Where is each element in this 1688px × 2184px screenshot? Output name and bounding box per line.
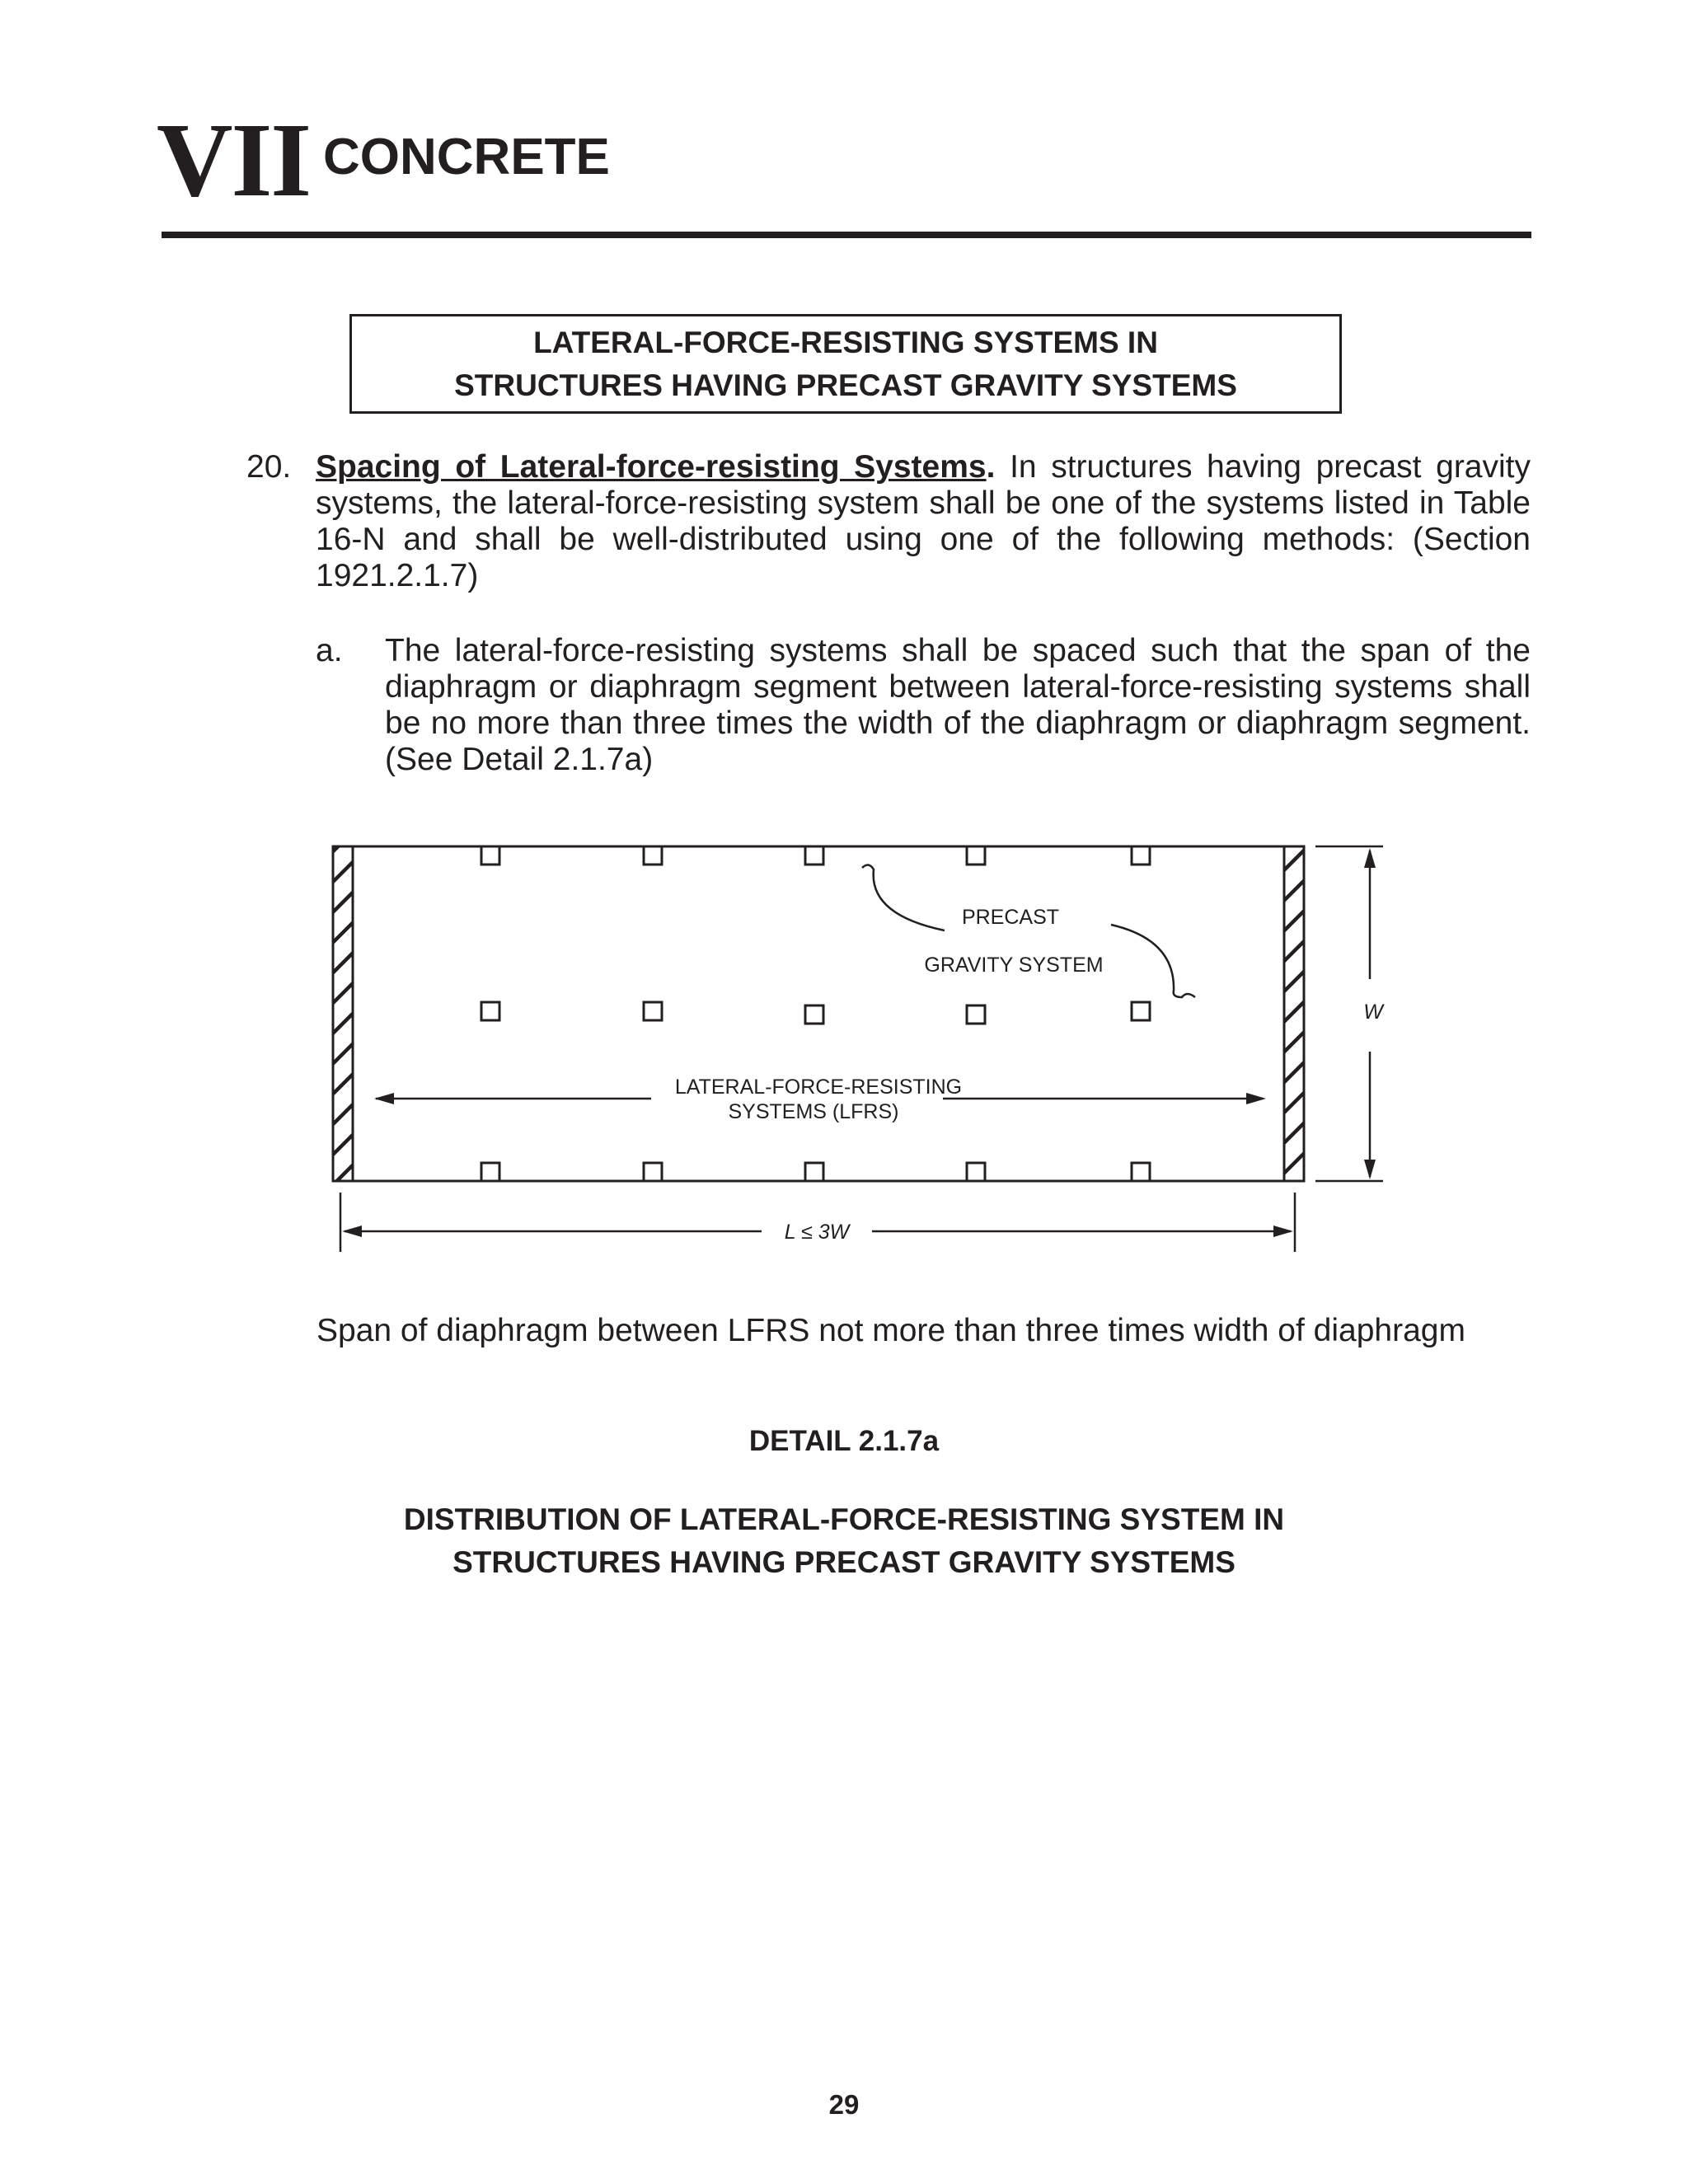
lfrs-label-line-2: SYSTEMS (LFRS) — [728, 1100, 899, 1123]
w-dimension-label: W — [1363, 1001, 1383, 1024]
w-arrowhead-top — [1364, 848, 1376, 868]
diagram-caption: Span of diaphragm between LFRS not more than three times width of diaphragm — [316, 1313, 1465, 1348]
chapter-title: CONCRETE — [323, 129, 610, 185]
precast-column — [481, 1163, 499, 1181]
l-dimension-label: L ≤ 3W — [784, 1221, 850, 1244]
page-number: 29 — [828, 2089, 860, 2120]
w-arrowhead-bottom — [1364, 1160, 1376, 1179]
lfrs-label-line-1: LATERAL-FORCE-RESISTING — [674, 1076, 963, 1099]
precast-column — [1132, 846, 1150, 865]
detail-title: DETAIL 2.1.7a — [748, 1425, 940, 1457]
precast-column — [967, 846, 985, 865]
subitem-label: a. — [316, 633, 343, 668]
precast-column — [481, 1002, 499, 1020]
figure-title-line-2: STRUCTURES HAVING PRECAST GRAVITY SYSTEMS — [452, 1545, 1236, 1579]
diaphragm-outline — [333, 846, 1304, 1181]
l-arrowhead-right — [1273, 1226, 1293, 1237]
l-arrowhead-left — [342, 1226, 362, 1237]
lfrs-arrowhead-left — [374, 1093, 394, 1104]
precast-column — [805, 1163, 823, 1181]
precast-column — [644, 1002, 662, 1020]
precast-column — [1132, 1002, 1150, 1020]
item-number: 20. — [246, 449, 292, 485]
item-title-period: . — [986, 449, 996, 485]
figure-title-line-1: DISTRIBUTION OF LATERAL-FORCE-RESISTING SYSTEM IN — [403, 1502, 1285, 1536]
section-heading-line-2: STRUCTURES HAVING PRECAST GRAVITY SYSTEMS — [454, 368, 1237, 402]
lfrs-wall-left — [333, 846, 353, 1181]
precast-column — [644, 846, 662, 865]
precast-column — [481, 846, 499, 865]
precast-leader-top — [862, 865, 945, 930]
precast-label-line-2: GRAVITY SYSTEM — [924, 954, 1104, 977]
item-title: Spacing of Lateral-force-resisting Systems — [316, 449, 987, 485]
precast-column — [1132, 1163, 1150, 1181]
section-heading-line-1: LATERAL-FORCE-RESISTING SYSTEMS IN — [533, 325, 1158, 359]
precast-column — [967, 1163, 985, 1181]
precast-column — [805, 846, 823, 865]
precast-leader-bottom — [1111, 925, 1195, 997]
item-body: In structures having precast gravity systems, the lateral-force-resisting system shall be one of the systems listed in Table 16-N and shall be well-distributed using one of the following methods: (Section 1921.2.1.7) — [316, 449, 1531, 593]
precast-label-line-1: PRECAST — [961, 906, 1060, 929]
precast-column — [805, 1005, 823, 1024]
chapter-number: VII — [157, 101, 311, 218]
lfrs-arrowhead-right — [1246, 1093, 1266, 1104]
lfrs-wall-right — [1284, 846, 1304, 1181]
figure-title — [0, 1498, 1688, 1584]
precast-column — [644, 1163, 662, 1181]
precast-column — [967, 1005, 985, 1024]
subitem-paragraph: The lateral-force-resisting systems shall be spaced such that the span of the diaphragm or diaphragm segment between lateral-force-resisting systems shall be no more than three times the width of the diaphragm or diaphragm segment. (See Detail 2.1.7a) — [385, 633, 1531, 777]
